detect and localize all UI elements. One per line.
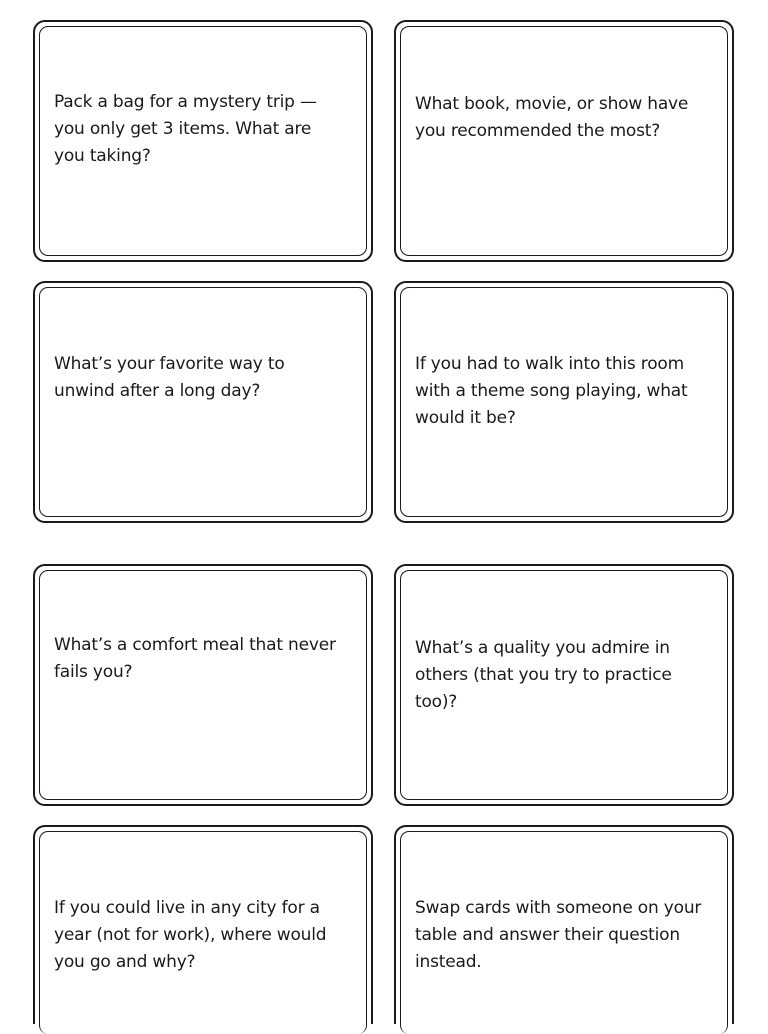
conversation-card	[33, 281, 373, 523]
card-question: What’s a comfort meal that never fails you?	[54, 635, 336, 682]
conversation-card	[394, 281, 734, 523]
card-question: What’s your favorite way to unwind after a long day?	[54, 354, 285, 401]
card-question: Swap cards with someone on your table and answer their question instead.	[415, 898, 702, 972]
conversation-card	[394, 564, 734, 806]
conversation-card	[394, 20, 734, 262]
conversation-card	[33, 825, 373, 1024]
card-question: What’s a quality you admire in others (that you try to practice too)?	[415, 638, 672, 712]
conversation-card	[33, 564, 373, 806]
card-question: What book, movie, or show have you recommended the most?	[415, 94, 689, 141]
conversation-card	[394, 825, 734, 1024]
card-question: Pack a bag for a mystery trip — you only get 3 items. What are you taking?	[54, 92, 317, 166]
card-question: If you could live in any city for a year (not for work), where would you go and why?	[54, 898, 327, 972]
conversation-card	[33, 20, 373, 262]
card-question: If you had to walk into this room with a theme song playing, what would it be?	[415, 354, 688, 428]
